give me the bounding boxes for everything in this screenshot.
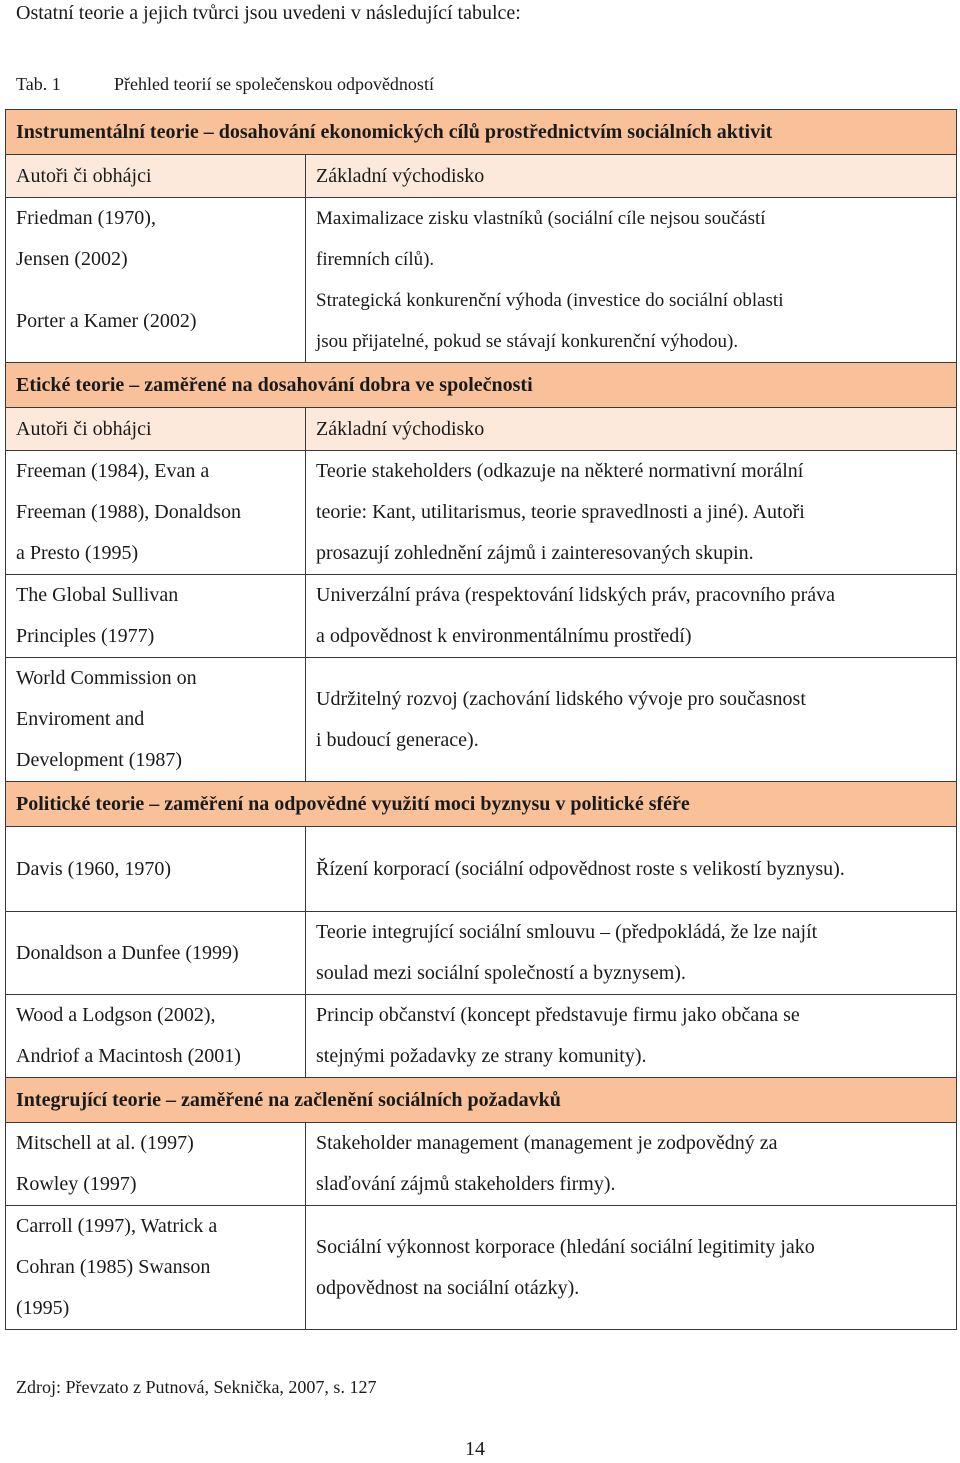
section-header-political — [6, 782, 957, 827]
basis-line: odpovědnost na sociální otázky). — [316, 1276, 580, 1299]
author-line: Wood a Lodgson (2002), — [16, 1004, 216, 1026]
table-row — [6, 1206, 957, 1330]
column-header-row — [6, 408, 957, 451]
table-row — [6, 451, 957, 575]
table-row — [6, 280, 957, 363]
basis-line: Řízení korporací (sociální odpovědnost roste s velikostí byznysu). — [316, 857, 845, 880]
author-line: The Global Sullivan — [16, 584, 179, 606]
author-line: Development (1987) — [16, 749, 183, 771]
author-line: Jensen (2002) — [16, 248, 128, 270]
author-line: Freeman (1988), Donaldson — [16, 501, 241, 523]
basis-line: Stakeholder management (management je zodpovědný za — [316, 1132, 778, 1154]
basis-line: Princip občanství (koncept představuje firmu jako občana se — [316, 1004, 800, 1026]
author-line: Donaldson a Dunfee (1999) — [16, 941, 239, 964]
author-line: Enviroment and — [16, 708, 145, 730]
section-title: Politické teorie – zaměření na odpovědné využití moci byznysu v politické sféře — [6, 782, 957, 827]
basis-line: Maximalizace zisku vlastníků (sociální cíle nejsou součástí — [316, 208, 766, 229]
basis-line: Teorie stakeholders (odkazuje na některé normativní morální — [316, 460, 804, 482]
table-row — [6, 198, 957, 281]
basis-line: soulad mezi sociální společností a byznysem). — [316, 962, 686, 984]
basis-line: slaďování zájmů stakeholders firmy). — [316, 1173, 616, 1195]
section-header-ethical — [6, 363, 957, 408]
basis-line: a odpovědnost k environmentálnímu prostředí) — [316, 625, 692, 647]
table-row — [6, 827, 957, 912]
basis-line: i budoucí generace). — [316, 728, 479, 751]
authors-header: Autoři či obhájci — [6, 408, 306, 451]
author-line: Cohran (1985) Swanson — [16, 1256, 211, 1278]
table-row — [6, 995, 957, 1078]
intro-text: Ostatní teorie a jejich tvůrci jsou uvedeni v následující tabulce: — [16, 2, 521, 24]
section-title: Integrující teorie – zaměřené na začlenění sociálních požadavků — [6, 1078, 957, 1123]
section-title: Etické teorie – zaměřené na dosahování dobra ve společnosti — [6, 363, 957, 408]
basis-line: Strategická konkurenční výhoda (investice do sociální oblasti — [316, 290, 784, 311]
authors-header: Autoři či obhájci — [6, 155, 306, 198]
basis-line: firemních cílů). — [316, 249, 435, 270]
author-line: Carroll (1997), Watrick a — [16, 1215, 218, 1237]
source-note: Zdroj: Převzato z Putnová, Seknička, 2007, s. 127 — [16, 1377, 377, 1397]
author-line: (1995) — [16, 1297, 70, 1319]
author-line: Andriof a Macintosh (2001) — [16, 1045, 241, 1067]
basis-line: Sociální výkonnost korporace (hledání sociální legitimity jako — [316, 1235, 815, 1258]
author-line: Principles (1977) — [16, 625, 155, 647]
table-row — [6, 1123, 957, 1206]
section-header-instrumental — [6, 110, 957, 155]
author-line: Mitschell at al. (1997) — [16, 1132, 194, 1154]
author-line: World Commission on — [16, 667, 197, 689]
basis-line: Univerzální práva (respektování lidských práv, pracovního práva — [316, 584, 836, 606]
basis-line: teorie: Kant, utilitarismus, teorie spravedlnosti a jiné). Autoři — [316, 501, 805, 523]
table-caption — [16, 74, 434, 95]
basis-line: stejnými požadavky ze strany komunity). — [316, 1045, 647, 1067]
author-line: a Presto (1995) — [16, 542, 139, 564]
basis-line: Udržitelný rozvoj (zachování lidského vývoje pro současnost — [316, 687, 806, 710]
table-row — [6, 912, 957, 995]
basis-line: jsou přijatelné, pokud se stávají konkurenční výhodou). — [316, 331, 739, 352]
table-row — [6, 575, 957, 658]
theories-table — [5, 109, 957, 1330]
author-line: Davis (1960, 1970) — [16, 857, 171, 880]
basis-line: Teorie integrující sociální smlouvu – (předpokládá, že lze najít — [316, 921, 818, 943]
section-header-integrative — [6, 1078, 957, 1123]
basis-header: Základní východisko — [306, 408, 957, 451]
table-row — [6, 658, 957, 782]
column-header-row — [6, 155, 957, 198]
table-number: Tab. 1 — [16, 74, 61, 94]
author-line: Porter a Kamer (2002) — [16, 309, 197, 332]
table-title: Přehled teorií se společenskou odpovědností — [114, 74, 434, 94]
basis-line: prosazují zohlednění zájmů i zainteresovaných skupin. — [316, 542, 754, 564]
basis-header: Základní východisko — [306, 155, 957, 198]
author-line: Rowley (1997) — [16, 1173, 137, 1195]
author-line: Freeman (1984), Evan a — [16, 460, 210, 482]
section-title: Instrumentální teorie – dosahování ekonomických cílů prostřednictvím sociálních aktivit — [6, 110, 957, 155]
page-number: 14 — [465, 1438, 485, 1460]
author-line: Friedman (1970), — [16, 207, 156, 229]
